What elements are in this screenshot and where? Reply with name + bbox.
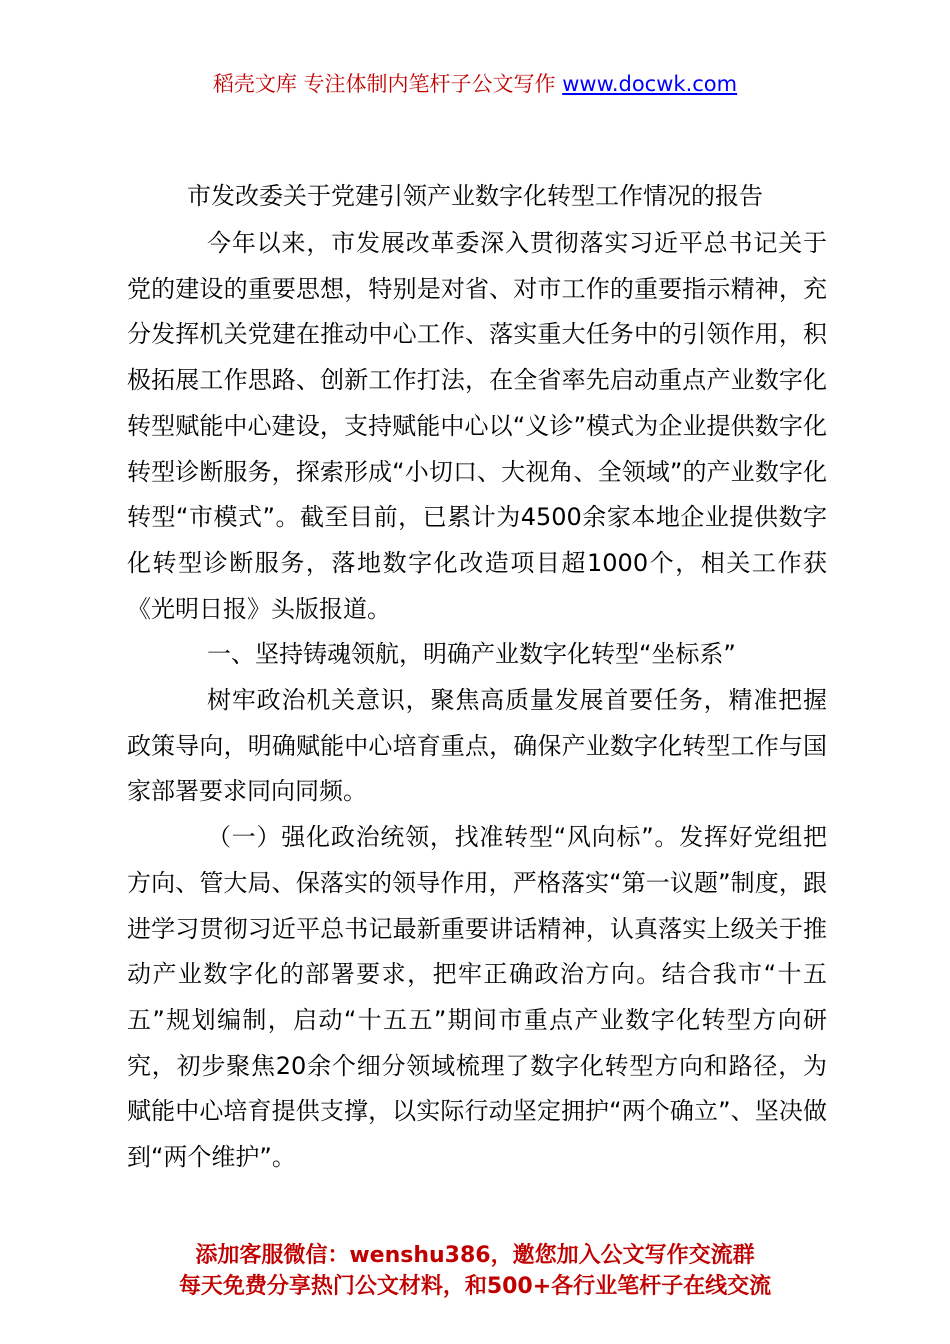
- section-heading-1: 一、坚持铸魂领航，明确产业数字化转型“坐标系”: [207, 640, 736, 669]
- promo-footer: [0, 1240, 950, 1302]
- website-link[interactable]: www.docwk.com: [562, 72, 738, 96]
- site-header: [0, 68, 950, 100]
- document-title: 市发改委关于党建引领产业数字化转型工作情况的报告: [187, 182, 763, 210]
- footer-line-2: 每天免费分享热门公文材料，和500+各行业笔杆子在线交流: [178, 1274, 772, 1299]
- document-body: [127, 221, 827, 1181]
- paragraph-section-1: 树牢政治机关意识，聚焦高质量发展首要任务，精准把握政策导向，明确赋能中心培育重点，确保产业数字化转型工作与国家部署要求同向同频。: [127, 686, 827, 806]
- paragraph-subsection-1: （一）强化政治统领，找准转型“风向标”。发挥好党组把方向、管大局、保落实的领导作用，严格落实“第一议题”制度，跟进学习贯彻习近平总书记最新重要讲话精神，认真落实上级关于推动产业数字化的部署要求，把牢正确政治方向。结合我市“十五五”规划编制，启动“十五五”期间市重点产业数字化转型方向研究，初步聚焦20余个细分领域梳理了数字化转型方向和路径，为赋能中心培育提供支撑，以实际行动坚定拥护“两个确立”、坚决做到“两个维护”。: [127, 823, 827, 1172]
- paragraph-intro: 今年以来，市发展改革委深入贯彻落实习近平总书记关于党的建设的重要思想，特别是对省、对市工作的重要指示精神，充分发挥机关党建在推动中心工作、落实重大任务中的引领作用，积极拓展工作思路、创新工作打法，在全省率先启动重点产业数字化转型赋能中心建设，支持赋能中心以“义诊”模式为企业提供数字化转型诊断服务，探索形成“小切口、大视角、全领域”的产业数字化转型“市模式”。截至目前，已累计为4500余家本地企业提供数字化转型诊断服务，落地数字化改造项目超1000个，相关工作获《光明日报》头版报道。: [127, 229, 827, 623]
- footer-line-1: 添加客服微信：wenshu386，邀您加入公文写作交流群: [195, 1243, 755, 1268]
- header-brand-text: 稻壳文库 专注体制内笔杆子公文写作: [212, 72, 563, 96]
